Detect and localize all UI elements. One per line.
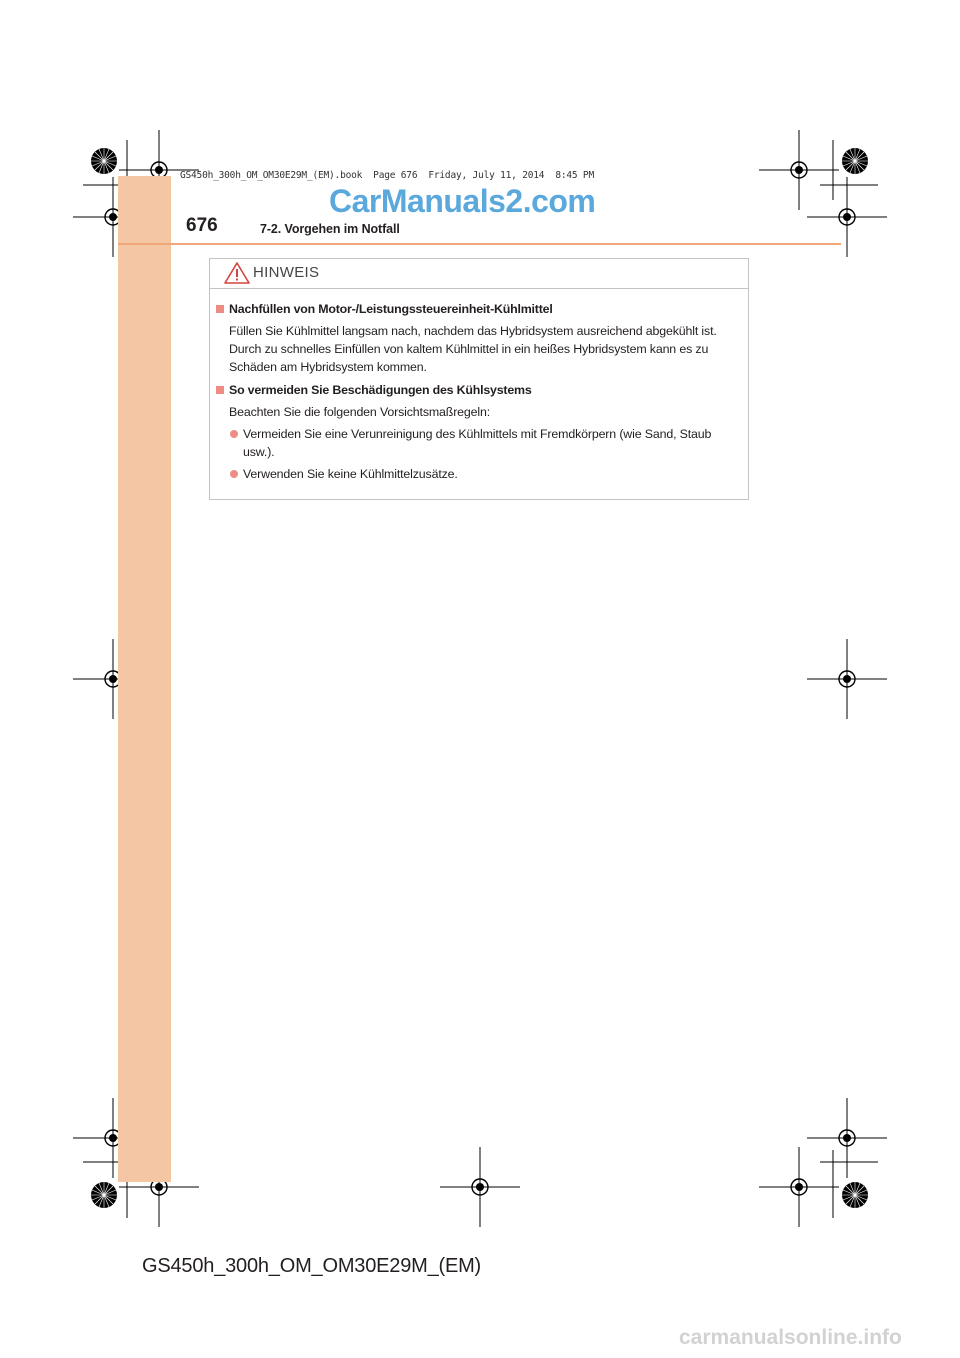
dot-bullet-icon xyxy=(230,430,238,438)
watermark-carmanualsonline: carmanualsonline.info xyxy=(679,1326,902,1349)
crop-circle-icon xyxy=(91,148,117,174)
notice-sub-item xyxy=(216,465,746,483)
section-title: 7-2. Vorgehen im Notfall xyxy=(260,222,400,236)
registration-mark-icon xyxy=(440,1147,520,1227)
footer-code: GS450h_300h_OM_OM30E29M_(EM) xyxy=(142,1255,482,1277)
page-number: 676 xyxy=(186,215,218,236)
square-bullet-icon xyxy=(216,386,224,394)
registration-mark-icon xyxy=(807,639,887,719)
chapter-sidebar xyxy=(118,176,171,1182)
registration-mark-icon xyxy=(807,1098,887,1178)
dot-bullet-icon xyxy=(230,470,238,478)
crop-circle-icon xyxy=(842,1182,868,1208)
registration-mark-icon xyxy=(759,1147,839,1227)
watermark-carmanuals2: CarManuals2.com xyxy=(329,183,596,219)
notice-item-body: Beachten Sie die folgenden Vorsichtsmaßregeln: xyxy=(229,405,491,419)
notice-item-heading-text: So vermeiden Sie Beschädigungen des Kühlsystems xyxy=(229,383,532,397)
warning-triangle-icon xyxy=(224,262,250,284)
notice-header xyxy=(210,259,748,289)
notice-sub-item xyxy=(216,425,746,461)
notice-item-body: Füllen Sie Kühlmittel langsam nach, nachdem das Hybridsystem ausreichend abgekühlt ist. Durch zu schnelles Einfüllen von kaltem Kühlmittel in ein heißes Hybridsystem kann es zu Schäden am Hybridsystem kommen. xyxy=(229,324,717,374)
notice-sub-item-text: Verwenden Sie keine Kühlmittelzusätze. xyxy=(243,467,458,481)
square-bullet-icon xyxy=(216,305,224,313)
notice-item xyxy=(216,381,746,483)
notice-box xyxy=(209,258,749,500)
crop-circle-icon xyxy=(842,148,868,174)
notice-item xyxy=(216,300,746,376)
registration-mark-icon xyxy=(759,130,839,210)
crop-circle-icon xyxy=(91,1182,117,1208)
notice-item-heading xyxy=(216,300,746,318)
header-rule xyxy=(118,243,841,245)
notice-item-heading xyxy=(216,381,746,399)
registration-mark-icon xyxy=(807,177,887,257)
print-info: GS450h_300h_OM_OM30E29M_(EM).book Page 676 Friday, July 11, 2014 8:45 PM xyxy=(180,170,594,181)
notice-item-heading-text: Nachfüllen von Motor-/Leistungssteuereinheit-Kühlmittel xyxy=(229,302,553,316)
notice-sub-item-text: Vermeiden Sie eine Verunreinigung des Kühlmittels mit Fremdkörpern (wie Sand, Staub usw.). xyxy=(243,427,712,459)
notice-title: HINWEIS xyxy=(253,264,320,281)
